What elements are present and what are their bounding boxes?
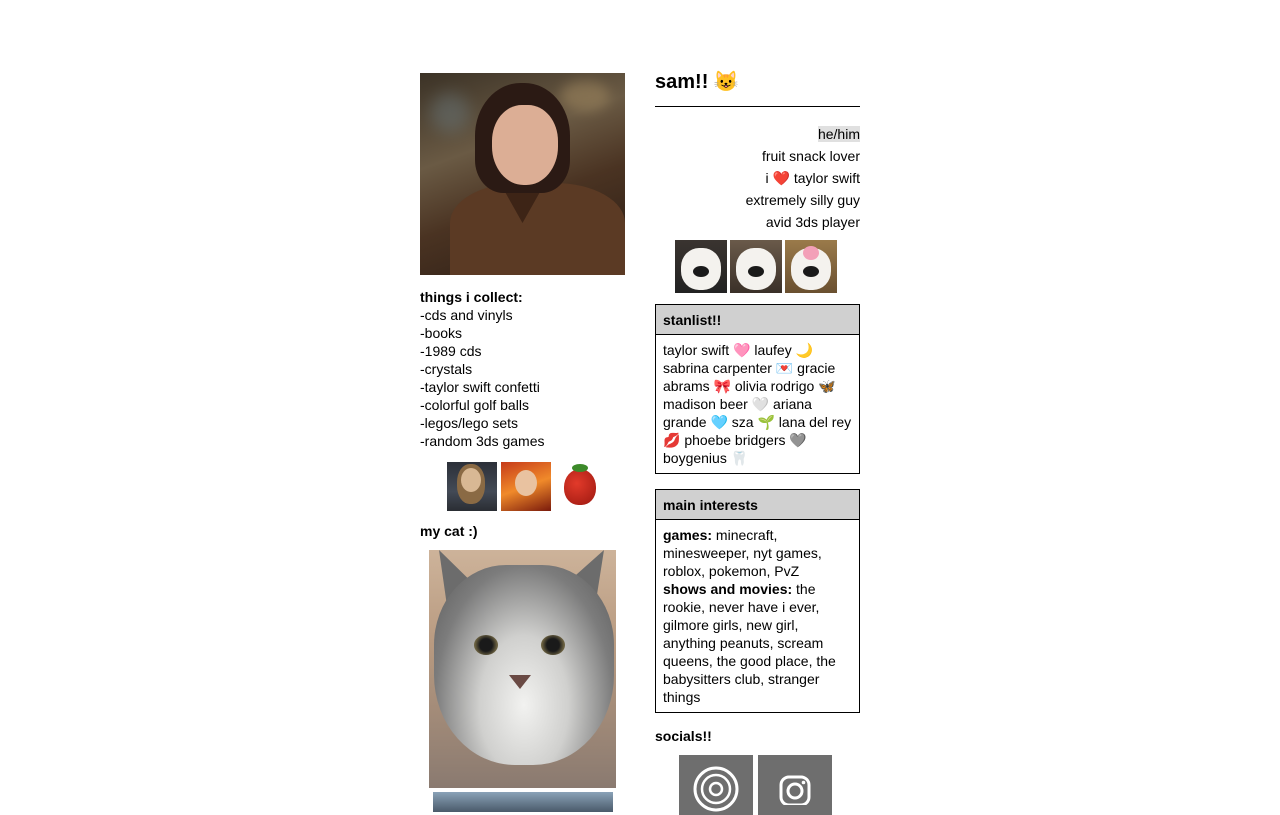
dog-image: [785, 240, 837, 293]
dog-image: [675, 240, 727, 293]
collect-title: things i collect:: [420, 289, 523, 305]
socials-links: [655, 755, 860, 815]
cat-photo-2: [433, 792, 613, 812]
games-label: games:: [663, 527, 713, 543]
bio-line: avid 3ds player: [765, 214, 860, 230]
profile-name: sam!! 😺: [655, 71, 739, 93]
cat-photo: [429, 550, 616, 788]
bio-line: extremely silly guy: [745, 192, 860, 208]
thumbnail-image: [501, 462, 551, 511]
bio: [655, 123, 860, 233]
bio-line: i ❤️ taylor swift: [765, 170, 860, 186]
thumbnail-image: [447, 462, 497, 511]
bio-line: fruit snack lover: [761, 148, 860, 164]
collect-item: -random 3ds games: [420, 433, 545, 449]
interests-box: [655, 489, 860, 713]
strawberry-image: [555, 462, 605, 511]
instagram-icon: [775, 765, 815, 805]
collect-list: [420, 306, 625, 450]
dog-images: [655, 240, 860, 293]
pronouns: he/him: [817, 126, 860, 142]
cat-title: my cat :): [420, 523, 478, 539]
vinyl-icon: [692, 765, 740, 813]
divider: [655, 106, 860, 107]
stanlist-title: stanlist!!: [656, 305, 859, 335]
instagram-link-button[interactable]: [758, 755, 832, 815]
dog-image: [730, 240, 782, 293]
interests-body: [656, 520, 859, 712]
shows-label: shows and movies:: [663, 581, 793, 597]
left-column: [420, 73, 625, 812]
stanlist-box: [655, 304, 860, 474]
collect-item: -1989 cds: [420, 343, 482, 359]
shows-text: the rookie, never have i ever, gilmore girls, new girl, anything peanuts, scream queens, the good place, the babysitters club, stranger things: [663, 581, 836, 705]
stanlist-text: taylor swift 🩷 laufey 🌙 sabrina carpenter 💌 gracie abrams 🎀 olivia rodrigo 🦋 madison beer 🤍 ariana grande 🩵 sza 🌱 lana del rey 💋 phoebe bridgers 🩶 boygenius 🦷: [663, 342, 852, 466]
collect-item: -taylor swift confetti: [420, 379, 540, 395]
games-text: minecraft, minesweeper, nyt games, roblox, pokemon, PvZ: [663, 527, 822, 579]
vinyl-link-button[interactable]: [679, 755, 753, 815]
collect-thumbnails: [420, 462, 625, 511]
right-column: [655, 68, 860, 815]
socials-title: socials!!: [655, 728, 712, 744]
collect-item: -books: [420, 325, 463, 341]
profile-photo: [420, 73, 625, 275]
interests-title: main interests: [656, 490, 859, 520]
collect-item: -crystals: [420, 361, 473, 377]
collect-item: -cds and vinyls: [420, 307, 513, 323]
collect-item: -colorful golf balls: [420, 397, 529, 413]
collect-item: -legos/lego sets: [420, 415, 519, 431]
